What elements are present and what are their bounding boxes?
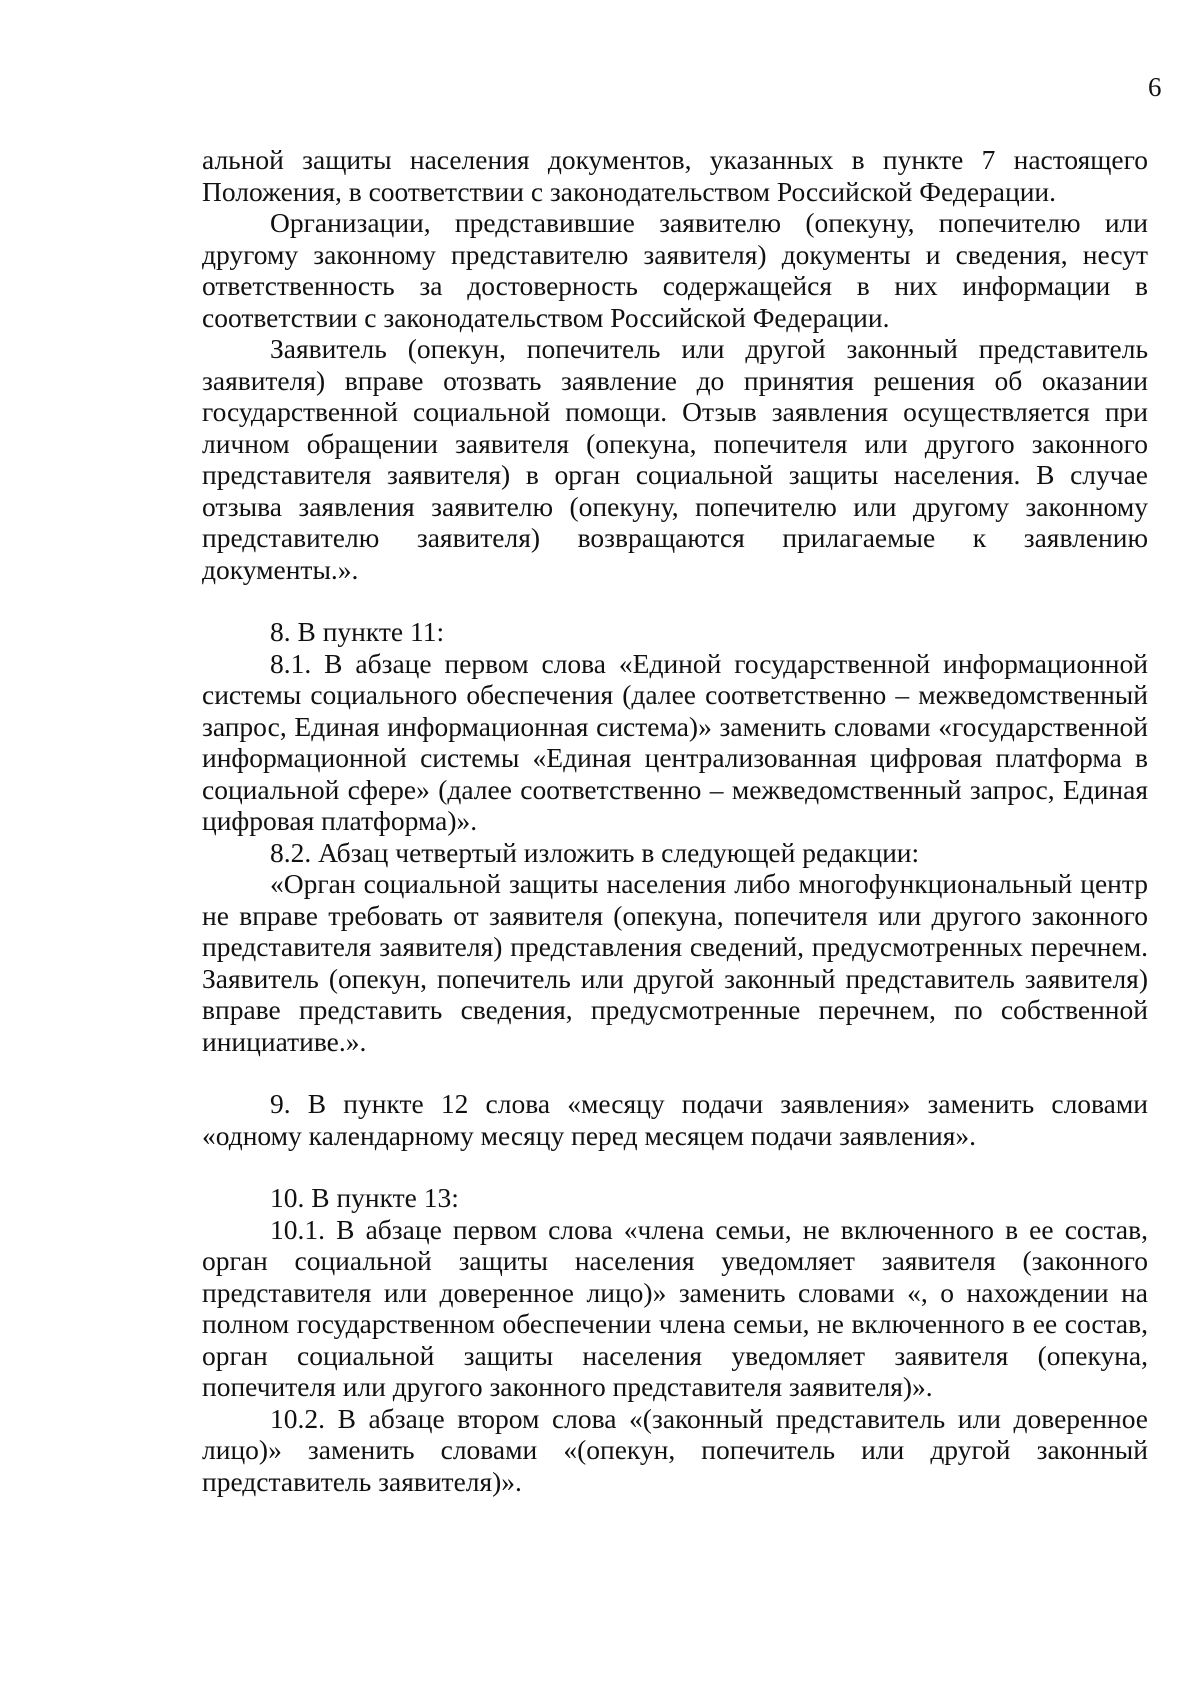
paragraph-withdraw-application: Заявитель (опекун, попечитель или другой законный представитель заявителя) вправе отозвать заявление до принятия решения об оказании государственной социальной помощи. Отзыв заявления осуществляется при личном обращении заявителя (опекуна, попечителя или другого законного представителя заявителя) в орган социальной защиты населения. В случае отзыва заявления заявителю (опекуну, попечителю или другому законному представителю заявителя) возвращаются прилагаемые к заявлению документы.». bbox=[202, 333, 1148, 585]
item-8-2: 8.2. Абзац четвертый изложить в следующей редакции: bbox=[270, 836, 920, 868]
item-10-1: 10.1. В абзаце первом слова «члена семьи, не включенного в ее состав, орган социальной защиты населения уведомляет заявителя (законного представителя или доверенное лицо)» заменить словами «, о нахождении на полном государственном обеспечении члена семьи, не включенного в ее состав, орган социальной защиты населения уведомляет заявителя (опекуна, попечителя или другого законного представителя заявителя)». bbox=[202, 1213, 1148, 1402]
item-8-1: 8.1. В абзаце первом слова «Единой государственной информационной системы социального обеспечения (далее соответственно – межведомственный запрос, Единая информационная система)» заменить словами «государственной информационной системы «Единая централизованная цифровая платформа в социальной сфере» (далее соответственно – межведомственный запрос, Единая цифровая платформа)». bbox=[202, 647, 1148, 836]
item-9: 9. В пункте 12 слова «месяцу подачи заявления» заменить словами «одному календарному месяцу перед месяцем подачи заявления». bbox=[202, 1088, 1148, 1151]
item-10-2: 10.2. В абзаце втором слова «(законный представитель или доверенное лицо)» заменить словами «(опекун, попечитель или другой законный представитель заявителя)». bbox=[202, 1402, 1148, 1497]
item-8-2-quote: «Орган социальной защиты населения либо многофункциональный центр не вправе требовать от заявителя (опекуна, попечителя или другого законного представителя заявителя) представления сведений, предусмотренных перечнем. Заявитель (опекун, попечитель или другой законный представитель заявителя) вправе представить сведения, предусмотренные перечнем, по собственной инициативе.». bbox=[202, 868, 1148, 1057]
item-10-heading: 10. В пункте 13: bbox=[270, 1182, 459, 1213]
item-8-heading: 8. В пункте 11: bbox=[270, 616, 445, 647]
paragraph-organizations-responsibility: Организации, представившие заявителю (опекуну, попечителю или другому законному представителю заявителя) документы и сведения, несут ответственность за достоверность содержащейся в них информации в соответствии с законодательством Российской Федерации. bbox=[202, 207, 1148, 333]
page-number: 6 bbox=[1148, 72, 1162, 102]
paragraph-continuation: альной защиты населения документов, указанных в пункте 7 настоящего Положения, в соответствии с законодательством Российской Федерации. bbox=[202, 144, 1148, 207]
document-body bbox=[202, 144, 1148, 1497]
